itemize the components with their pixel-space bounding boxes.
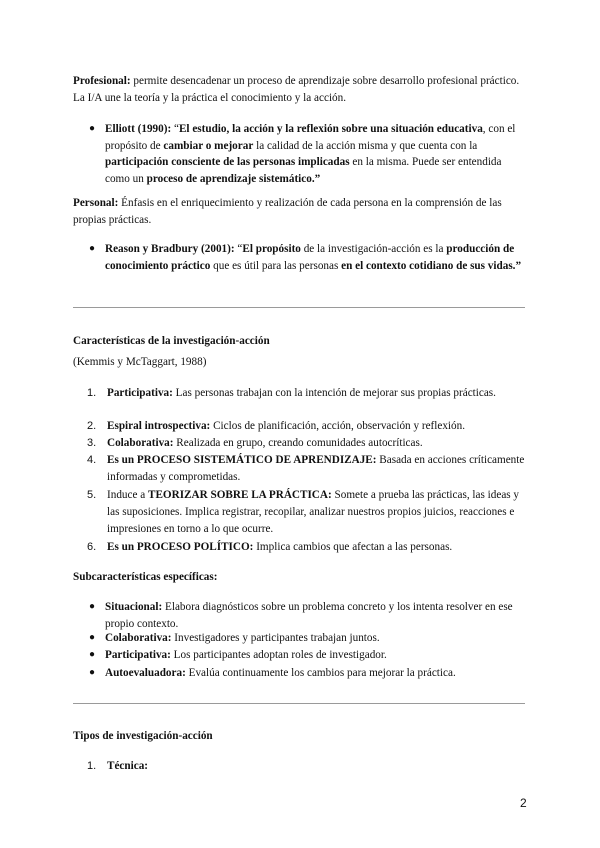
item-label: Participativa: [105,649,171,661]
item-label: Espiral introspectiva: [107,420,211,432]
item-text: Evalúa continuamente los cambios para mejorar la práctica. [185,667,456,679]
item-text: Basada en acciones críticamente informadas y comprometidas. [107,454,525,483]
reason-emphasis-2: producción de conocimiento práctico [105,243,515,272]
list-item [89,599,525,632]
list-item [87,385,527,402]
item-text: Realizada en grupo, creando comunidades autocríticas. [173,437,423,449]
section-divider [73,703,525,704]
caracteristicas-heading: Características de la investigación-acción [73,335,270,347]
list-item [87,452,527,485]
reason-text-2: que es útil para las personas [210,259,342,272]
elliott-emphasis-4: proceso de aprendizaje sistemático.” [146,172,321,185]
elliott-emphasis-3: participación consciente de las personas implicadas [105,156,350,168]
subcaracteristicas-heading: Subcaracterísticas específicas: [73,571,218,583]
item-text: Elabora diagnósticos sobre un problema concreto y los intenta resolver en ese propio contexto. [105,601,513,630]
personal-label: Personal: [73,197,119,209]
profesional-label: Profesional: [73,75,131,87]
quote-open: “ [234,243,243,255]
list-item [87,758,527,775]
list-number: 2. [87,420,97,432]
elliott-quote [89,121,525,187]
reason-author: Reason y Bradbury (2001): [105,243,235,255]
elliott-text-2: la calidad de la acción misma y que cuenta con la [253,139,478,152]
bullet-icon: ● [89,123,96,134]
item-label: Es un PROCESO POLÍTICO: [107,541,254,553]
item-text: Implica cambios que afectan a las personas. [253,541,453,553]
item-label: Situacional: [105,601,163,613]
item-text: Ciclos de planificación, acción, observación y reflexión. [210,420,466,432]
quote-open: “ [171,123,179,135]
personal-text: Énfasis en el enriquecimiento y realización de cada persona en la comprensión de las propias prácticas. [73,197,502,226]
item-label: Es un PROCESO SISTEMÁTICO DE APRENDIZAJE: [107,454,377,466]
bullet-icon: ● [89,649,96,660]
list-item [89,665,525,682]
elliott-text-3: en la misma. Puede ser entendida como un [105,156,502,185]
caracteristicas-source: (Kemmis y McTaggart, 1988) [73,356,207,368]
bullet-icon: ● [89,601,96,612]
list-number: 5. [87,489,97,501]
profesional-paragraph [73,73,525,106]
item-label: Autoevaluadora: [105,667,186,679]
list-number: 1. [87,760,97,772]
profesional-text: permite desencadenar un proceso de aprendizaje sobre desarrollo profesional práctico. La I/A une la teoría y la práctica el conocimiento y la acción. [73,75,520,104]
list-number: 3. [87,437,97,449]
item-label: Colaborativa: [107,437,174,449]
list-number: 6. [87,541,97,553]
reason-text-1: de la investigación-acción es la [300,243,447,255]
section-divider [73,307,525,308]
item-text: Las personas trabajan con la intención de mejorar sus propias prácticas. [172,387,496,399]
reason-quote [89,241,525,274]
bullet-icon: ● [89,632,96,643]
bullet-icon: ● [89,667,96,678]
item-text: Investigadores y participantes trabajan juntos. [171,632,380,644]
list-item [87,487,527,538]
reason-emphasis-3: en el contexto cotidiano de sus vidas.” [341,259,522,272]
page-number: 2 [520,796,527,810]
item-label: TEORIZAR SOBRE LA PRÁCTICA: [148,489,332,501]
bullet-icon: ● [89,243,96,254]
list-item [89,630,525,647]
personal-paragraph [73,195,525,228]
item-label: Colaborativa: [105,632,172,644]
elliott-emphasis-2: cambiar o mejorar [163,139,254,152]
elliott-text-1: , con el propósito de [105,123,516,152]
item-label: Técnica: [107,760,149,772]
reason-emphasis-1: El propósito [242,243,301,255]
tipos-heading: Tipos de investigación-acción [73,730,213,742]
item-text: Los participantes adoptan roles de investigador. [170,649,387,661]
item-prefix: Induce a [107,489,148,501]
elliott-emphasis-1: El estudio, la acción y la reflexión sobre una situación educativa [178,123,483,135]
list-item [87,418,527,435]
item-label: Participativa: [107,387,173,399]
list-number: 4. [87,454,97,466]
list-item [87,435,527,452]
list-item [87,539,527,556]
list-number: 1. [87,387,97,399]
item-text: Somete a prueba las prácticas, las ideas y las suposiciones. Implica registrar, recopilar, analizar nuestros propios juicios, reacciones e impresiones en torno a lo que ocurre. [107,489,520,535]
elliott-author: Elliott (1990): [105,123,172,135]
list-item [89,647,525,664]
